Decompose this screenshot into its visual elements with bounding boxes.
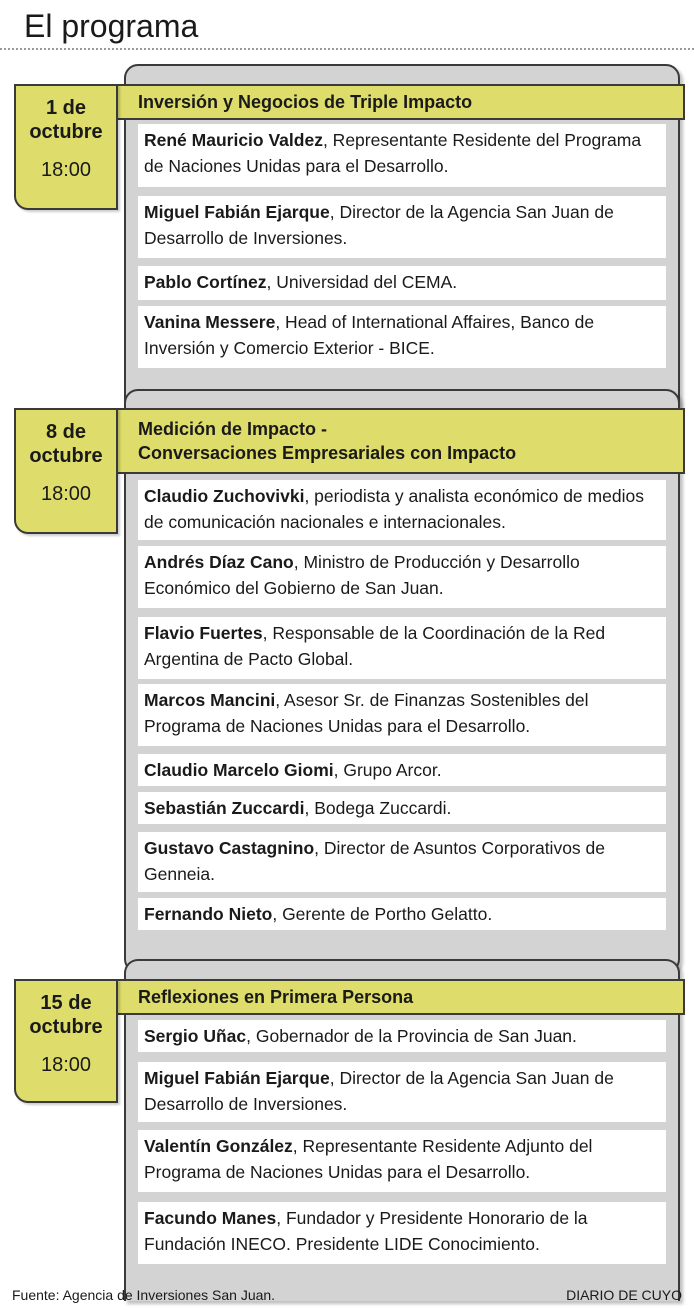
speaker-name: Marcos Mancini [144,690,276,710]
speaker-role: , Representante Residente del Programa de Naciones Unidas para el Desarrollo. [144,130,642,176]
session-topic-bar-3 [116,979,685,1015]
speaker-card [138,480,666,540]
session-topic-line: Reflexiones en Primera Persona [138,987,414,1007]
speaker-role: , Gerente de Portho Gelatto. [272,904,493,924]
session-topic-bar-2 [116,408,685,474]
speaker-role: , Representante Residente Adjunto del Programa de Naciones Unidas para el Desarrollo. [144,1136,593,1182]
speaker-card [138,196,666,258]
session-date-box-2 [14,408,118,534]
speaker-role: , Asesor Sr. de Finanzas Sostenibles del Programa de Naciones Unidas para el Desarrollo. [144,690,589,736]
session-time: 18:00 [40,159,92,181]
speaker-role: , Director de la Agencia San Juan de Desarrollo de Inversiones. [144,202,614,248]
speaker-name: Andrés Díaz Cano [144,552,294,572]
speaker-name: René Mauricio Valdez [144,130,323,150]
session-date-month: octubre [29,445,103,467]
speaker-name: Sergio Uñac [144,1026,247,1046]
speaker-name: Sebastián Zuccardi [144,798,305,818]
speaker-card [138,546,666,608]
page-title: El programa [24,8,199,44]
speaker-name: Flavio Fuertes [144,623,263,643]
speaker-role: , Gobernador de la Provincia de San Juan. [246,1026,577,1046]
session-date-day: 8 de [45,421,87,443]
speaker-name: Miguel Fabián Ejarque [144,202,330,222]
footer-brand: DIARIO DE CUYO [566,1287,682,1303]
speaker-card [138,754,666,786]
speaker-card [138,792,666,824]
session-topic-line: Medición de Impacto - [138,419,328,439]
speaker-name: Miguel Fabián Ejarque [144,1068,330,1088]
speaker-card [138,832,666,892]
session-date-box-1 [14,84,118,210]
speaker-card [138,1202,666,1264]
session-topic-line: Conversaciones Empresariales con Impacto [138,443,517,463]
session-date-day: 1 de [45,97,87,119]
speaker-name: Pablo Cortínez [144,272,267,292]
speaker-card [138,898,666,930]
speaker-role: , periodista y analista económico de medios de comunicación nacionales e internacionales. [144,486,644,532]
speaker-name: Claudio Marcelo Giomi [144,760,334,780]
speaker-card [138,124,666,187]
speaker-card [138,1062,666,1122]
speaker-card [138,1130,666,1192]
speaker-card [138,684,666,746]
session-topic-line: Inversión y Negocios de Triple Impacto [138,92,473,112]
session-topic-bar-1 [116,84,685,120]
speaker-role: , Bodega Zuccardi. [304,798,452,818]
speaker-name: Facundo Manes [144,1208,277,1228]
session-date-month: octubre [29,1016,103,1038]
speaker-role: , Head of International Affaires, Banco de Inversión y Comercio Exterior - BICE. [144,312,595,358]
footer-source: Fuente: Agencia de Inversiones San Juan. [12,1287,276,1303]
session-time: 18:00 [40,483,92,505]
speaker-role: , Director de Asuntos Corporativos de Genneia. [144,838,606,884]
speaker-card [138,266,666,300]
speaker-role: , Fundador y Presidente Honorario de la Fundación INECO. Presidente LIDE Conocimiento. [144,1208,588,1254]
speaker-name: Claudio Zuchovivki [144,486,305,506]
session-date-day: 15 de [40,992,92,1014]
speaker-role: , Universidad del CEMA. [266,272,458,292]
session-date-month: octubre [29,121,103,143]
session-time: 18:00 [40,1054,92,1076]
speaker-name: Vanina Messere [144,312,276,332]
speaker-card [138,1020,666,1052]
speaker-role: , Director de la Agencia San Juan de Desarrollo de Inversiones. [144,1068,614,1114]
speaker-name: Valentín González [144,1136,293,1156]
title-divider [0,48,694,50]
speaker-name: Gustavo Castagnino [144,838,315,858]
speaker-role: , Responsable de la Coordinación de la Red Argentina de Pacto Global. [144,623,606,669]
speaker-role: , Grupo Arcor. [333,760,442,780]
session-date-box-3 [14,979,118,1103]
speaker-card [138,617,666,679]
speaker-role: , Ministro de Producción y Desarrollo Económico del Gobierno de San Juan. [144,552,580,598]
speaker-card [138,306,666,368]
speaker-name: Fernando Nieto [144,904,273,924]
